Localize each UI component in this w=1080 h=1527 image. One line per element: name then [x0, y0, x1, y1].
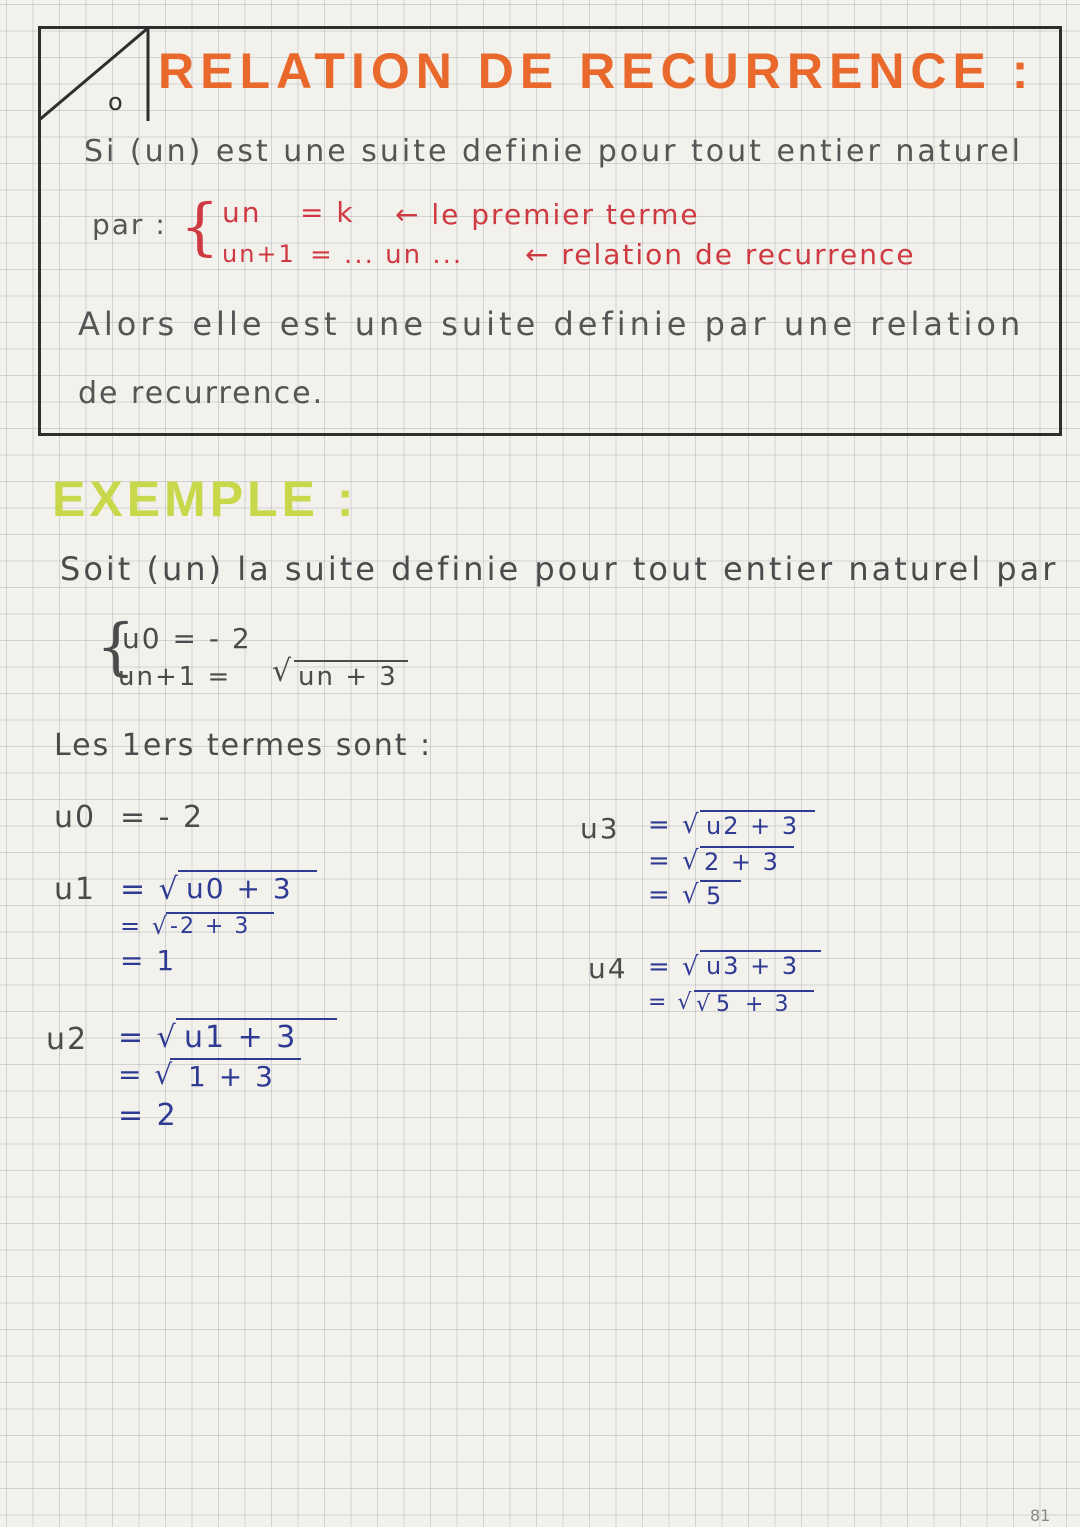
u3-line2-sign: = √	[648, 846, 701, 876]
corner-mark: o	[108, 88, 123, 116]
example-sys-line1: u0 = - 2	[122, 622, 252, 655]
example-sys-sqrt-sign: √	[272, 654, 294, 689]
u0-value: = - 2	[120, 800, 205, 835]
example-title: EXEMPLE :	[52, 471, 358, 527]
first-eq-rhs: = k	[300, 196, 355, 229]
u3-lhs: u3	[580, 812, 620, 845]
par-label: par :	[92, 208, 167, 241]
u3-line3-sign: = √	[648, 880, 701, 910]
u4-line1-radicand: u3 + 3	[700, 950, 821, 980]
second-note: ← relation de recurrence	[525, 238, 916, 271]
example-intro: Soit (un) la suite definie pour tout entier naturel par	[60, 550, 1059, 588]
u4-eq-sign: = √	[648, 952, 701, 982]
u4-lhs: u4	[588, 952, 628, 985]
u4-line2-tail: + 3	[745, 992, 791, 1017]
u2-result: = 2	[118, 1098, 178, 1133]
folded-corner-icon	[38, 26, 158, 126]
conclusion-line2: de recurrence.	[78, 376, 325, 411]
u4-inner-sqrt-sign: √	[696, 992, 713, 1017]
u1-line2-sign: = √	[120, 912, 170, 940]
page-number: 81	[1030, 1506, 1051, 1525]
u1-lhs: u1	[54, 872, 97, 907]
u2-lhs: u2	[46, 1022, 89, 1057]
u3-line2-radicand: 2 + 3	[700, 846, 794, 876]
u1-eq-sign: = √	[120, 872, 180, 907]
example-system-brace: {	[96, 610, 136, 683]
u3-line1-radicand: u2 + 3	[700, 810, 815, 840]
second-eq-lhs: un+1	[222, 240, 296, 268]
u1-result: = 1	[120, 944, 177, 977]
first-eq-lhs: un	[222, 196, 262, 229]
u0-lhs: u0	[54, 800, 97, 835]
definition-line1: Si (un) est une suite definie pour tout entier naturel	[84, 134, 1024, 169]
u2-line1-radicand: u1 + 3	[176, 1018, 337, 1055]
example-sys-line2-radicand: un + 3	[294, 660, 408, 692]
u2-line2-radicand: 1 + 3	[170, 1058, 301, 1093]
first-note: ← le premier terme	[395, 198, 700, 231]
u2-eq-sign: = √	[118, 1020, 178, 1055]
u4-inner-radicand: 5	[712, 990, 736, 1017]
u1-line1-radicand: u0 + 3	[178, 870, 317, 905]
u4-line2-radicand	[694, 990, 814, 1017]
example-sys-line2-lhs: un+1 =	[118, 662, 232, 692]
u3-result-radicand: 5	[700, 880, 741, 910]
conclusion-line1: Alors elle est une suite definie par une relation	[78, 305, 1025, 343]
u2-line2-sign: = √	[118, 1058, 175, 1091]
u1-line2-radicand: -2 + 3	[166, 912, 274, 939]
u4-line2-sign: = √	[648, 990, 694, 1015]
u3-eq-sign: = √	[648, 810, 701, 840]
second-eq-rhs: = ... un ...	[310, 240, 464, 270]
system-brace: {	[180, 190, 220, 263]
terms-intro: Les 1ers termes sont :	[54, 728, 433, 763]
definition-title: RELATION DE RECURRENCE :	[158, 43, 1035, 99]
